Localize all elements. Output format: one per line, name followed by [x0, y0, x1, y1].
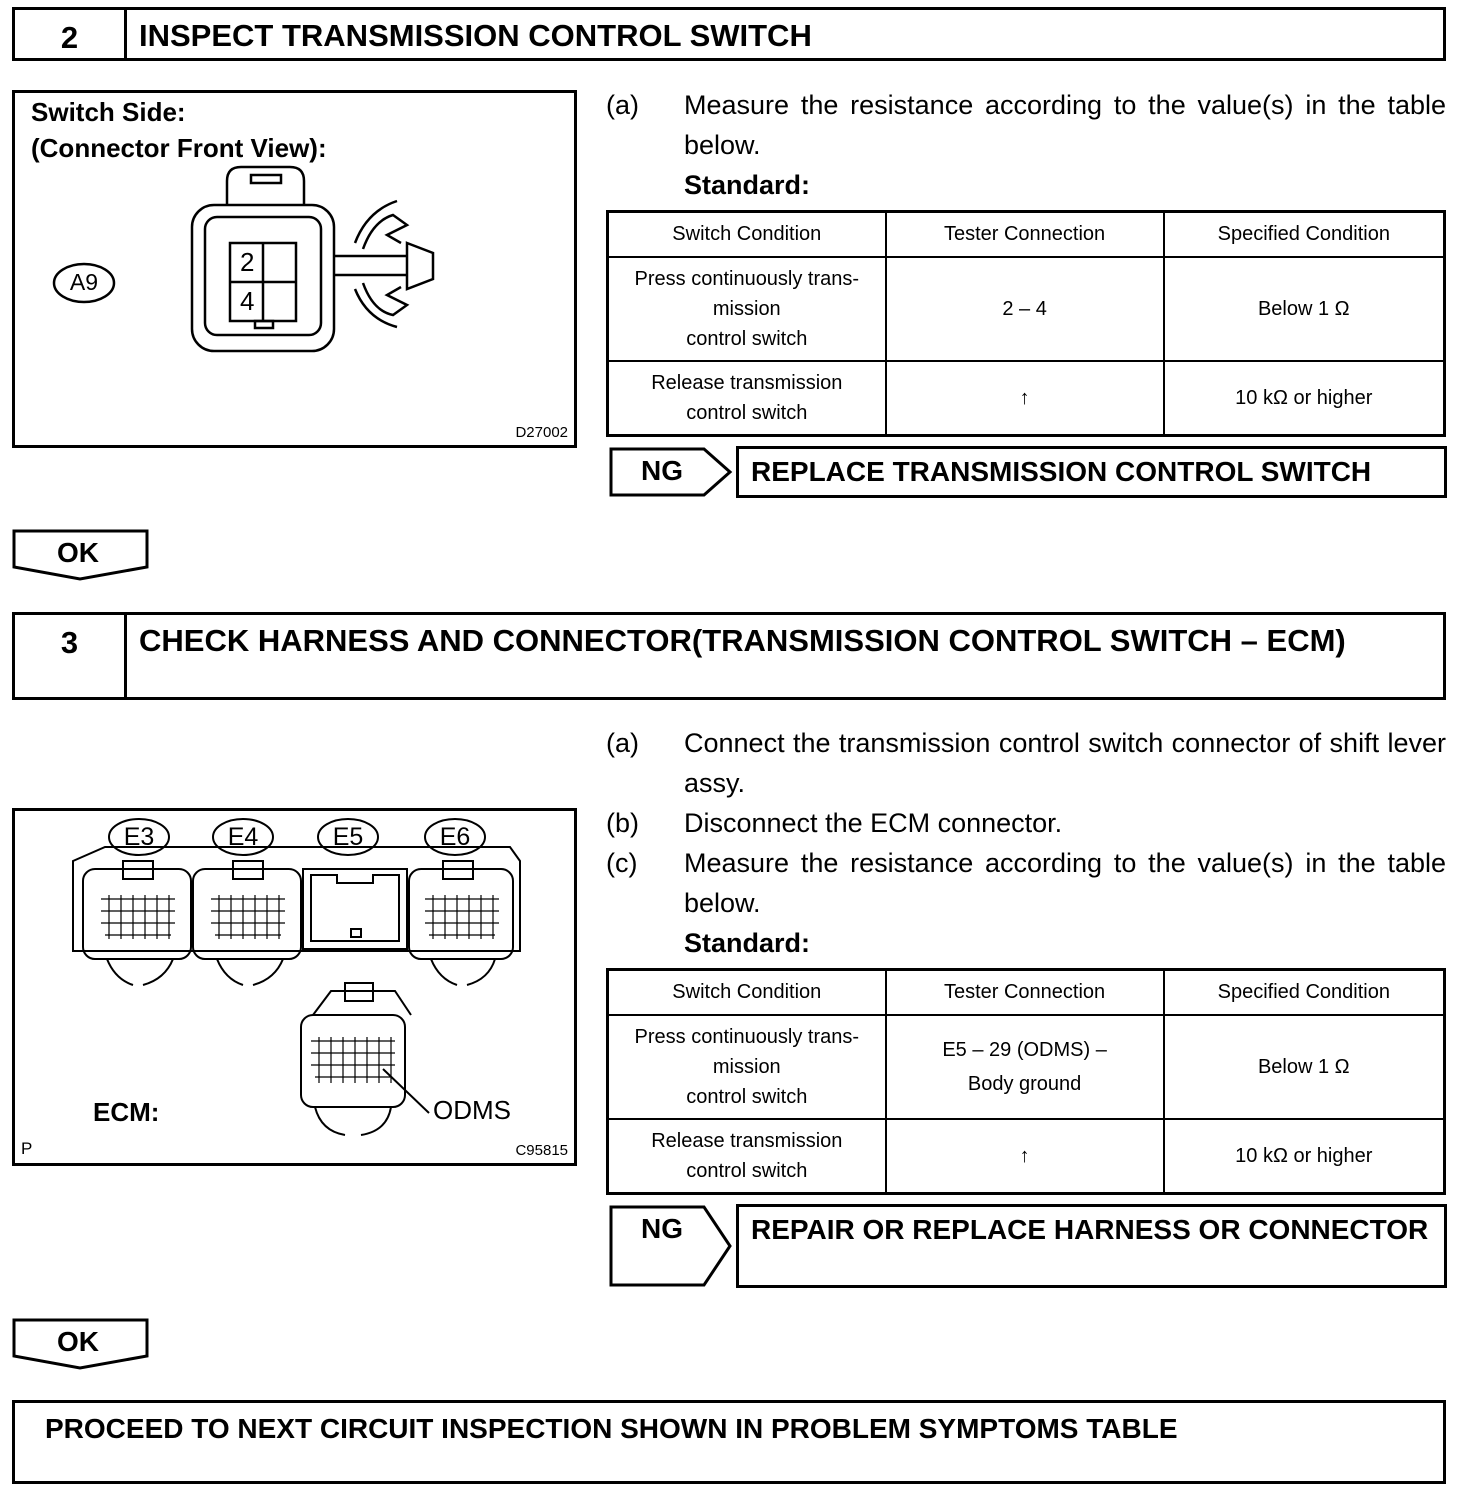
condition-cell: [608, 1119, 886, 1194]
connector-front-view-label: (Connector Front View):: [31, 133, 327, 163]
ng-action-repair-harness: REPAIR OR REPLACE HARNESS OR CONNECTOR: [736, 1204, 1447, 1288]
condition-line: control switch: [686, 1085, 808, 1108]
table-row: [608, 1015, 1445, 1119]
connection-cell: ↑: [886, 1119, 1164, 1194]
step-3-ok-result: [12, 1318, 152, 1370]
specified-cell: 10 kΩ or higher: [1164, 361, 1445, 436]
header-specified-condition: Specified Condition: [1164, 970, 1445, 1015]
header-tester-connection: Tester Connection: [886, 212, 1164, 257]
condition-line: mission: [712, 1055, 781, 1078]
ng-label: NG: [641, 455, 683, 486]
odms-label: ODMS: [433, 1095, 511, 1125]
connection-cell: ↑: [886, 361, 1164, 436]
connector-id-e6: E6: [439, 823, 471, 851]
header-switch-condition: Switch Condition: [608, 212, 886, 257]
ecm-connector-figure: [12, 808, 577, 1166]
table-row: [608, 1119, 1445, 1194]
connector-id-e3: E3: [123, 823, 155, 851]
connector-id-e4: E4: [227, 823, 259, 851]
condition-line: Release transmission: [651, 371, 843, 394]
condition-cell: [608, 361, 886, 436]
condition-cell: [608, 1015, 886, 1119]
step-2-marker-a: (a): [606, 90, 639, 120]
pin-4-label: 4: [240, 286, 255, 316]
step-3-marker-c: (c): [606, 848, 638, 878]
ok-label: OK: [57, 537, 99, 568]
step-2-number: 2: [15, 10, 127, 58]
specified-cell: 10 kΩ or higher: [1164, 1119, 1445, 1194]
step-3-number: 3: [15, 615, 127, 697]
condition-line: Release transmission: [651, 1129, 843, 1152]
ecm-label: ECM:: [93, 1097, 160, 1127]
step-3-text-c: Measure the resistance according to the value(s) in the table below.: [684, 848, 1446, 918]
proceed-next-inspection-box: PROCEED TO NEXT CIRCUIT INSPECTION SHOWN IN PROBLEM SYMPTOMS TABLE: [12, 1400, 1446, 1484]
ng-action-replace-switch: REPLACE TRANSMISSION CONTROL SWITCH: [736, 446, 1447, 498]
step-3-text-b: Disconnect the ECM connector.: [684, 808, 1063, 838]
header-switch-condition: Switch Condition: [608, 970, 886, 1015]
specified-cell: Below 1 Ω: [1164, 1015, 1445, 1119]
figure-corner-mark: P: [21, 1139, 33, 1158]
ng-label: NG: [641, 1213, 683, 1244]
step-2-title: INSPECT TRANSMISSION CONTROL SWITCH: [139, 18, 812, 53]
table-row: [608, 361, 1445, 436]
step-3-standard-label: Standard:: [684, 928, 811, 958]
step-3-marker-a: (a): [606, 728, 639, 758]
switch-connector-figure: [12, 90, 577, 448]
connection-cell: 2 – 4: [886, 257, 1164, 361]
step-3-procedure: [606, 723, 1446, 963]
step-3-spec-table: [606, 968, 1446, 1195]
header-specified-condition: Specified Condition: [1164, 212, 1445, 257]
step-3-title: CHECK HARNESS AND CONNECTOR(TRANSMISSION CONTROL SWITCH – ECM): [139, 623, 1346, 658]
step-2-text-a: Measure the resistance according to the value(s) in the table below.: [684, 90, 1446, 160]
step-2-ok-result: [12, 529, 152, 581]
step-2-spec-table: [606, 210, 1446, 437]
condition-line: control switch: [686, 1159, 808, 1182]
connector-id-a9: A9: [69, 269, 99, 295]
ok-label: OK: [57, 1326, 99, 1357]
condition-line: Press continuously trans-: [634, 267, 860, 290]
table-row: [608, 257, 1445, 361]
step-3-marker-b: (b): [606, 808, 639, 838]
connection-line: Body ground: [967, 1072, 1082, 1095]
condition-line: control switch: [686, 401, 808, 424]
step-3-header: [12, 612, 1446, 700]
specified-cell: Below 1 Ω: [1164, 257, 1445, 361]
step-2-ng-result: [608, 446, 1448, 498]
pin-2-label: 2: [240, 247, 255, 277]
condition-line: Press continuously trans-: [634, 1025, 860, 1048]
step-3-ng-result: [608, 1204, 1448, 1288]
connector-id-e5: E5: [332, 823, 364, 851]
step-2-procedure: [606, 85, 1446, 205]
condition-cell: [608, 257, 886, 361]
step-2-header: [12, 7, 1446, 61]
condition-line: control switch: [686, 327, 808, 350]
step-3-text-a: Connect the transmission control switch connector of shift lever assy.: [684, 728, 1446, 798]
figure-code-c95815: C95815: [515, 1142, 568, 1159]
connection-line: E5 – 29 (ODMS) –: [942, 1038, 1107, 1061]
step-2-standard-label: Standard:: [684, 170, 811, 200]
condition-line: mission: [712, 297, 781, 320]
connection-cell: [886, 1015, 1164, 1119]
switch-side-label: Switch Side:: [31, 97, 186, 127]
header-tester-connection: Tester Connection: [886, 970, 1164, 1015]
figure-code-d27002: D27002: [515, 424, 568, 441]
